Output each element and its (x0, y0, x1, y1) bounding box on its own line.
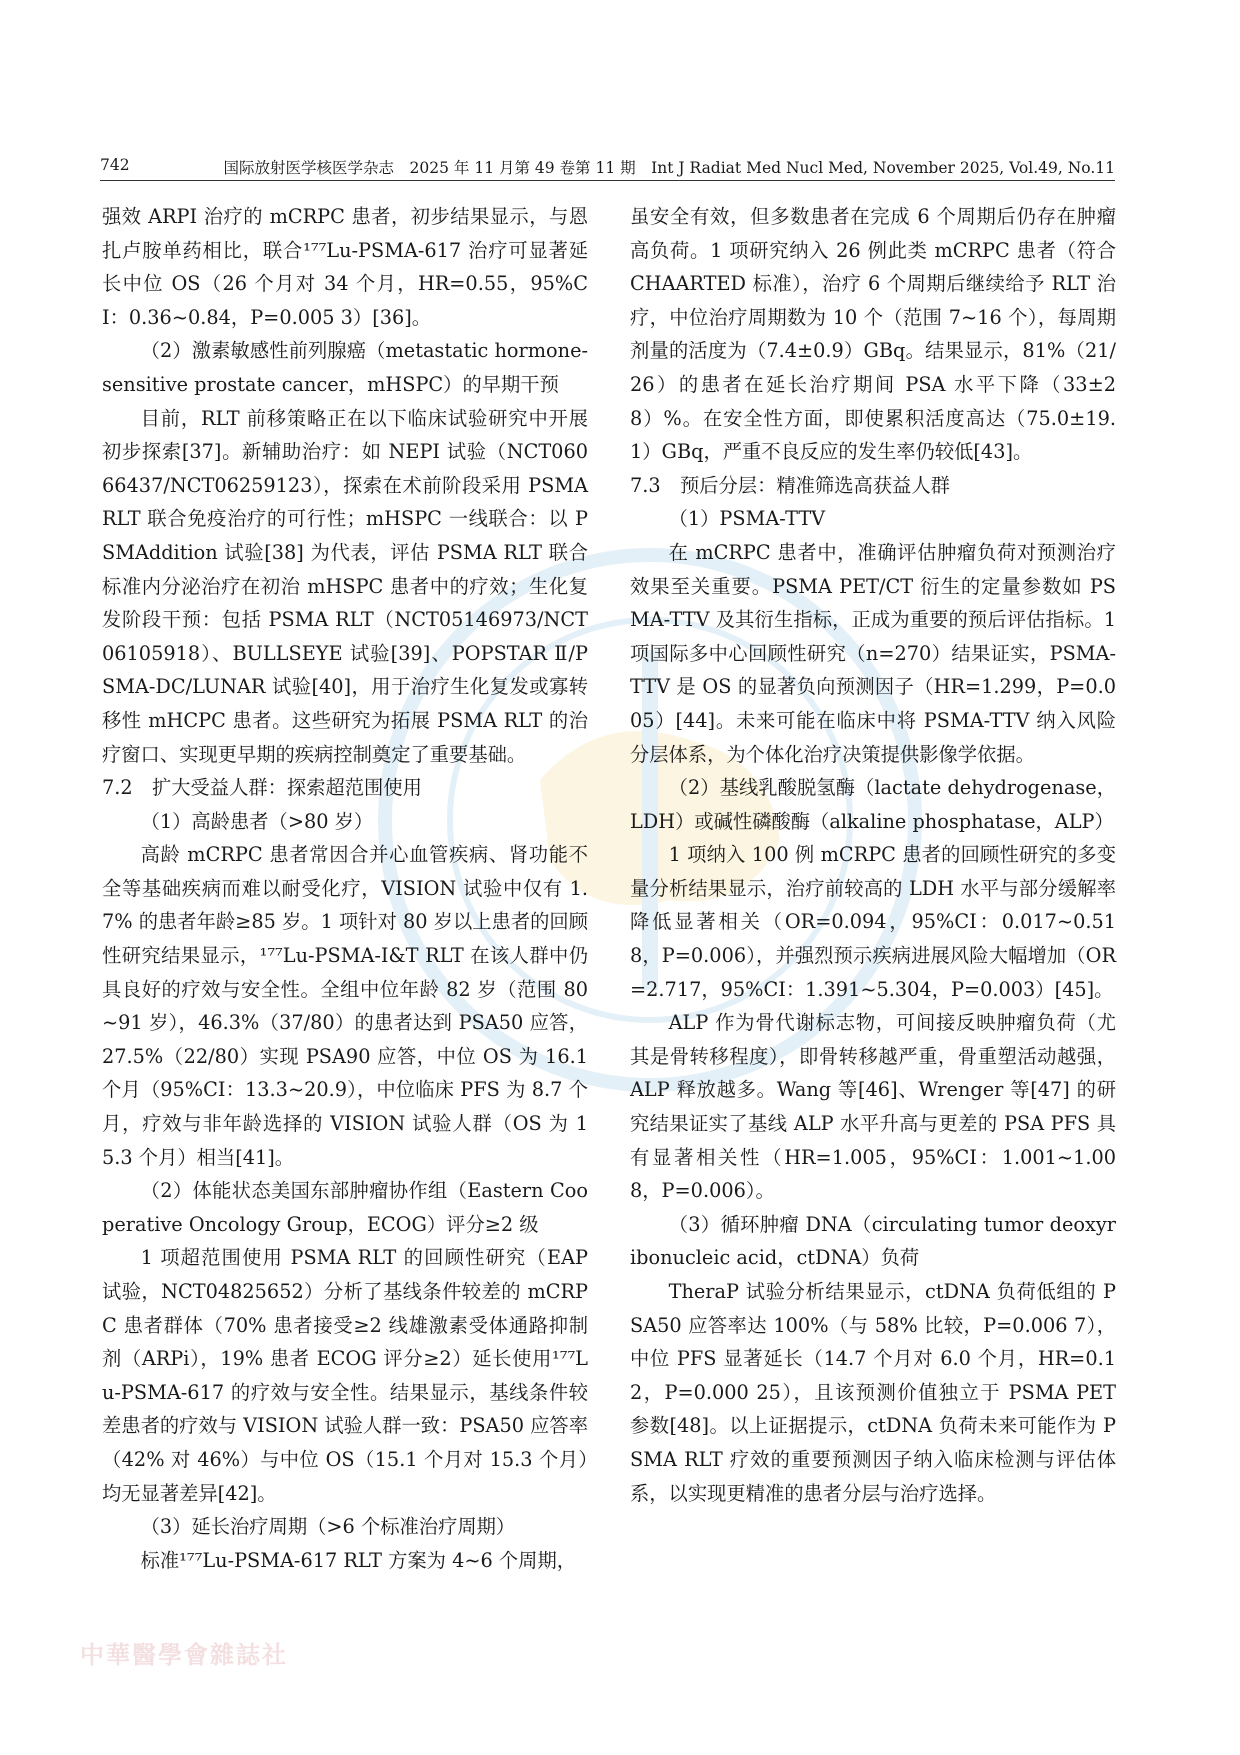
section-heading: 7.3 预后分层：精准筛选高获益人群 (630, 473, 950, 497)
right-column (630, 200, 1116, 1510)
publisher-logo-text: 中華醫學會雜誌社 (80, 1640, 288, 1669)
subheading: （2）激素敏感性前列腺癌（metastatic hormone-sensitive prostate cancer，mHSPC）的早期干预 (102, 339, 588, 396)
subheading: （1）高龄患者（>80 岁） (140, 809, 374, 833)
paragraph: TheraP 试验分析结果显示，ctDNA 负荷低组的 PSA50 应答率达 100%（与 58% 比较，P=0.006 7），中位 PFS 显著延长（14.7 个月对 6.0 个月，HR=0.12，P=0.000 25），且该预测价值独立于 PSMA PET 参数[48]。以上证据提示，ctDNA 负荷未来可能作为 PSMA RLT 疗效的重要预测因子纳入临床检测与评估体系，以实现更精准的患者分层与治疗选择。 (630, 1280, 1116, 1505)
paragraph: 1 项超范围使用 PSMA RLT 的回顾性研究（EAP 试验，NCT04825652）分析了基线条件较差的 mCRPC 患者群体（70% 患者接受≥2 线雄激素受体通路抑制剂（ARPi），19% 患者 ECOG 评分≥2）延长使用¹⁷⁷Lu-PSMA-617 的疗效与安全性。结果显示，基线条件较差患者的疗效与 VISION 试验人群一致：PSA50 应答率（42% 对 46%）与中位 OS（15.1 个月对 15.3 个月）均无显著差异[42]。 (102, 1246, 588, 1505)
left-column (102, 200, 588, 1577)
running-header (100, 154, 1115, 181)
page-number: 742 (100, 156, 130, 174)
subheading: （3）循环肿瘤 DNA（circulating tumor deoxyribonucleic acid，ctDNA）负荷 (630, 1212, 1116, 1270)
paragraph: 目前，RLT 前移策略正在以下临床试验研究中开展初步探索[37]。新辅助治疗：如 NEPI 试验（NCT06066437/NCT06259123），探索在术前阶段采用 PSMA RLT 联合免疫治疗的可行性；mHSPC 一线联合：以 PSMAddition 试验[38] 为代表，评估 PSMA RLT 联合标准内分泌治疗在初治 mHSPC 患者中的疗效；生化复发阶段干预：包括 PSMA RLT（NCT05146973/NCT06105918）、BULLSEYE 试验[39]、POPSTAR Ⅱ/PSMA-DC/LUNAR 试验[40]，用于治疗生化复发或寡转移性 mHCPC 患者。这些研究为拓展 PSMA RLT 的治疗窗口、实现更早期的疾病控制奠定了重要基础。 (102, 406, 588, 766)
paragraph: 虽安全有效，但多数患者在完成 6 个周期后仍存在肿瘤高负荷。1 项研究纳入 26 例此类 mCRPC 患者（符合 CHAARTED 标准），治疗 6 个周期后继续给予 RLT 治疗，中位治疗周期数为 10 个（范围 7~16 个），每周期剂量的活度为（7.4±0.9）GBq。结果显示，81%（21/26）的患者在延长治疗期间 PSA 水平下降（33±28）%。在安全性方面，即使累积活度高达（75.0±19.1）GBq，严重不良反应的发生率仍较低[43]。 (630, 205, 1116, 464)
paragraph: ALP 作为骨代谢标志物，可间接反映肿瘤负荷（尤其是骨转移程度），即骨转移越严重，骨重塑活动越强，ALP 释放越多。Wang 等[46]、Wrenger 等[47] 的研究结果证实了基线 ALP 水平升高与更差的 PSA PFS 具有显著相关性（HR=1.005，95%CI：1.001~1.008，P=0.006）。 (630, 1011, 1116, 1203)
paragraph: 标准¹⁷⁷Lu-PSMA-617 RLT 方案为 4~6 个周期， (140, 1548, 577, 1572)
subheading: （3）延长治疗周期（>6 个标准治疗周期） (140, 1515, 516, 1539)
subheading: （2）体能状态美国东部肿瘤协作组（Eastern Cooperative Oncology Group，ECOG）评分≥2 级 (102, 1179, 588, 1236)
journal-citation: 国际放射医学核医学杂志 2025 年 11 月第 49 卷第 11 期 Int J Radiat Med Nucl Med, November 2025, Vol.49, No.11 (223, 159, 1115, 177)
paragraph: 高龄 mCRPC 患者常因合并心血管疾病、肾功能不全等基础疾病而难以耐受化疗，VISION 试验中仅有 1.7% 的患者年龄≥85 岁。1 项针对 80 岁以上患者的回顾性研究结果显示，¹⁷⁷Lu-PSMA-I&T RLT 在该人群中仍具良好的疗效与安全性。全组中位年龄 82 岁（范围 80~91 岁），46.3%（37/80）的患者达到 PSA50 应答，27.5%（22/80）实现 PSA90 应答，中位 OS 为 16.1 个月（95%CI：13.3~20.9），中位临床 PFS 为 8.7 个月，疗效与非年龄选择的 VISION 试验人群（OS 为 15.3 个月）相当[41]。 (102, 843, 588, 1169)
subheading: （1）PSMA-TTV (668, 507, 826, 531)
paragraph: 1 项纳入 100 例 mCRPC 患者的回顾性研究的多变量分析结果显示，治疗前较高的 LDH 水平与部分缓解率降低显著相关（OR=0.094，95%CI：0.017~0.518，P=0.006），并强烈预示疾病进展风险大幅增加（OR=2.717，95%CI：1.391~5.304，P=0.003）[45]。 (630, 843, 1116, 1001)
paragraph: 在 mCRPC 患者中，准确评估肿瘤负荷对预测治疗效果至关重要。PSMA PET/CT 衍生的定量参数如 PSMA-TTV 及其衍生指标，正成为重要的预后评估指标。1 项国际多中心回顾性研究（n=270）结果证实，PSMA-TTV 是 OS 的显著负向预测因子（HR=1.299，P=0.005）[44]。未来可能在临床中将 PSMA-TTV 纳入风险分层体系，为个体化治疗决策提供影像学依据。 (630, 540, 1116, 766)
subheading: （2）基线乳酸脱氢酶（lactate dehydrogenase，LDH）或碱性磷酸酶（alkaline phosphatase，ALP） (630, 776, 1116, 833)
publisher-logo (80, 1635, 590, 1685)
section-heading: 7.2 扩大受益人群：探索超范围使用 (102, 776, 422, 800)
paragraph: 强效 ARPI 治疗的 mCRPC 患者，初步结果显示，与恩扎卢胺单药相比，联合¹⁷⁷Lu-PSMA-617 治疗可显著延长中位 OS（26 个月对 34 个月，HR=0.55，95%CI：0.36~0.84，P=0.005 3）[36]。 (102, 205, 588, 329)
